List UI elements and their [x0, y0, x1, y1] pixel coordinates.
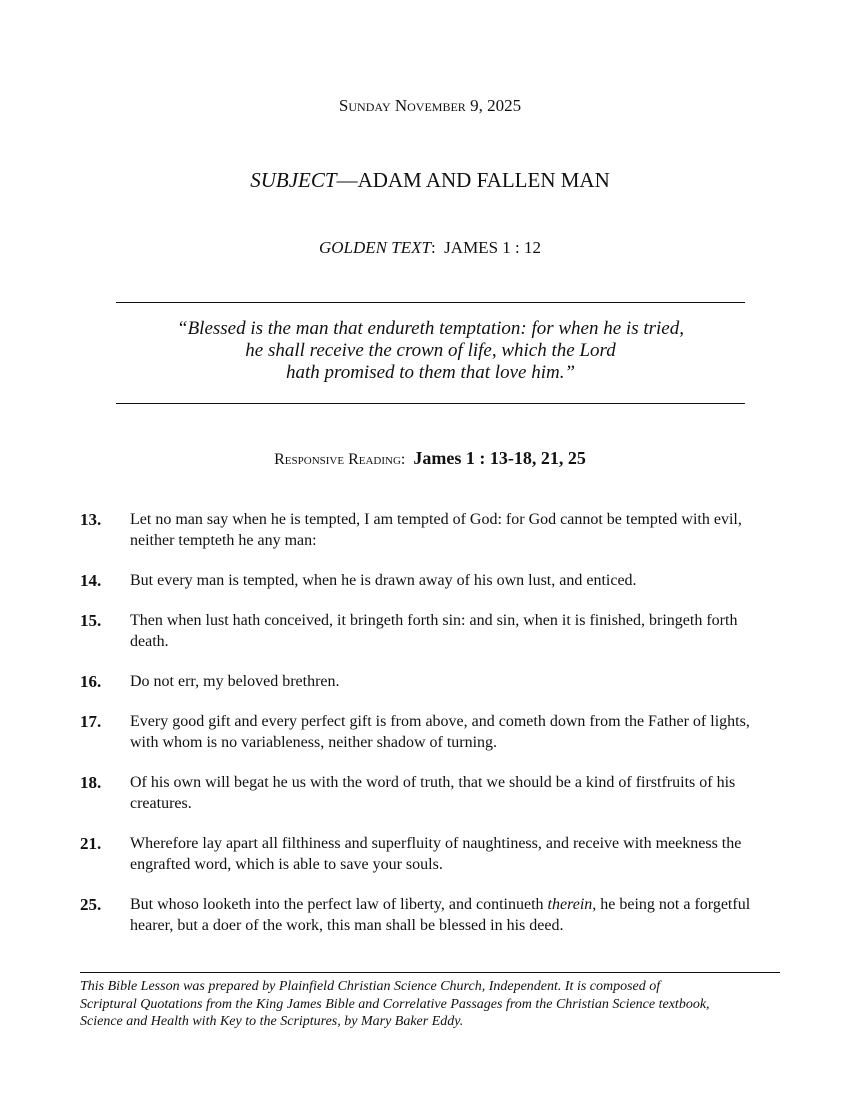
verse-number: 25.	[80, 895, 102, 914]
golden-text-top-rule	[116, 302, 745, 303]
subject-title: ADAM AND FALLEN MAN	[357, 168, 610, 192]
responsive-reading-heading: Responsive Reading: James 1 : 13-18, 21, 25	[274, 448, 586, 468]
verse-number: 13.	[80, 510, 102, 529]
footer-line: This Bible Lesson was prepared by Plainfield Christian Science Church, Independent. It is composed of	[80, 979, 661, 994]
verse-item	[80, 833, 780, 875]
verse-text: Then when lust hath conceived, it bringeth forth sin: and sin, when it is finished, bringeth forth death.	[130, 612, 738, 650]
verse-item	[80, 509, 780, 551]
footer-line: Science and Health with Key to the Scriptures, by Mary Baker Eddy.	[80, 1014, 464, 1029]
lesson-date	[0, 96, 850, 116]
responsive-reading-verses	[80, 509, 780, 955]
verse-text: Wherefore lay apart all filthiness and superfluity of naughtiness, and receive with meekness the engrafted word, which is able to save your souls.	[130, 835, 742, 873]
verse-item	[80, 610, 780, 652]
golden-text-line: “Blessed is the man that endureth temptation: for when he is tried,	[177, 318, 684, 339]
verse-item	[80, 894, 780, 936]
date-day: Sunday	[338, 96, 391, 115]
verse-text-part: But whoso looketh into the perfect law of liberty, and continueth	[130, 896, 548, 913]
verse-text-part: he being not a forgetful hearer, but a doer of the work, this man shall be blessed in his deed.	[130, 896, 751, 934]
verse-number: 15.	[80, 611, 102, 630]
golden-text-label: GOLDEN TEXT	[319, 238, 431, 257]
golden-text-reference: JAMES 1 : 12	[444, 238, 541, 257]
verse-text: But every man is tempted, when he is drawn away of his own lust, and enticed.	[130, 572, 637, 589]
verse-number: 21.	[80, 834, 102, 853]
verse-number: 18.	[80, 773, 102, 792]
verse-number: 16.	[80, 672, 102, 691]
verse-text: Let no man say when he is tempted, I am tempted of God: for God cannot be tempted with evil, neither tempteth he any man:	[130, 511, 742, 549]
verse-text: Do not err, my beloved brethren.	[130, 673, 340, 690]
verse-text	[130, 894, 780, 936]
verse-item	[80, 671, 780, 692]
verse-text-italic: therein,	[547, 896, 597, 913]
golden-text-bottom-rule	[116, 403, 745, 404]
responsive-reading-label: Responsive Reading	[274, 451, 401, 468]
footer-line: Scriptural Quotations from the King James Bible and Correlative Passages from the Christian Science textbook,	[80, 996, 710, 1012]
golden-text-line: he shall receive the crown of life, which the Lord	[245, 340, 616, 361]
lesson-footer-note	[80, 978, 780, 1031]
verse-number: 17.	[80, 712, 102, 731]
verse-text: Of his own will begat he us with the word of truth, that we should be a kind of firstfruits of his creatures.	[130, 774, 736, 812]
verse-item	[80, 570, 780, 591]
verse-item	[80, 711, 780, 753]
responsive-reading-reference: James 1 : 13-18, 21, 25	[413, 448, 586, 468]
golden-text-quote	[116, 318, 745, 384]
subject-dash: —	[336, 168, 358, 192]
golden-text-line: hath promised to them that love him.”	[285, 362, 576, 383]
date-rest: 9, 2025	[470, 96, 522, 115]
date-month: November	[394, 96, 466, 115]
verse-number: 14.	[80, 571, 102, 590]
golden-text-heading: GOLDEN TEXT: JAMES 1 : 12	[319, 238, 541, 257]
verse-item	[80, 772, 780, 814]
footer-rule	[80, 972, 780, 973]
subject-label: SUBJECT	[250, 168, 337, 192]
verse-text: Every good gift and every perfect gift is from above, and cometh down from the Father of lights, with whom is no variableness, neither shadow of turning.	[130, 713, 750, 751]
lesson-subject	[0, 168, 850, 193]
